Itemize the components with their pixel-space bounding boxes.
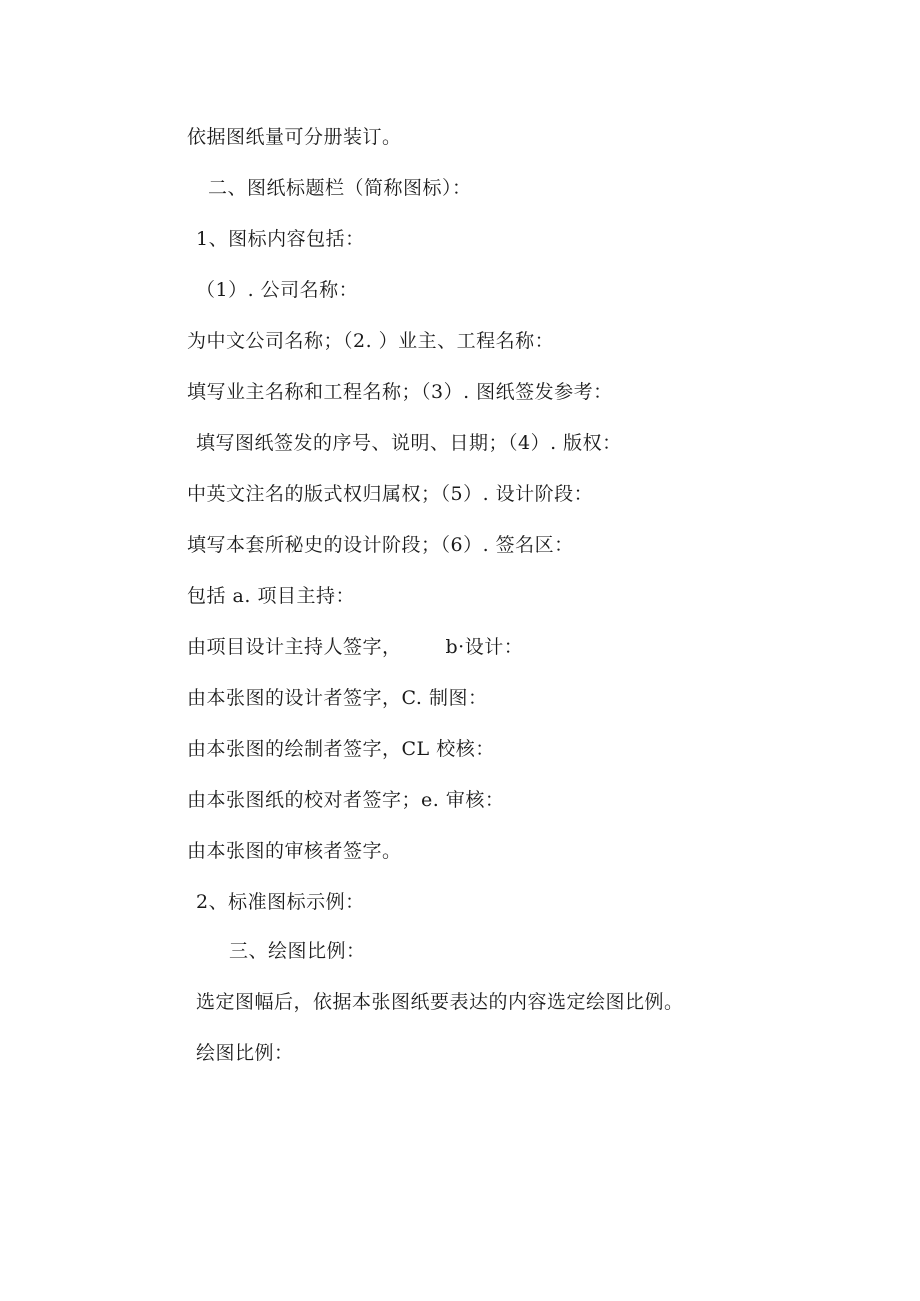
subheading-contents: 1、图标内容包括： [196,228,365,250]
section-heading-title-block: 二、图纸标题栏（简称图标）： [208,177,472,199]
paragraph-scale-label: 绘图比例： [196,1042,294,1064]
paragraph-project-lead: 包括 a. 项目主持： [187,585,355,607]
item-company-name: （1）. 公司名称： [196,279,359,301]
paragraph-design-stage: 中英文注名的版式权归属权；（5）. 设计阶段： [187,483,594,505]
paragraph-lead-signature [187,635,523,659]
paragraph-copyright: 填写图纸签发的序号、说明、日期；（4）. 版权： [196,432,622,454]
paragraph-scale-selection: 选定图幅后，依据本张图纸要表达的内容选定绘图比例。 [196,991,684,1013]
paragraph-binding-note: 依据图纸量可分册装订。 [187,126,402,148]
paragraph-drawing-issue: 填写业主名称和工程名称；（3）. 图纸签发参考： [187,381,613,403]
paragraph-reviewer-signature: 由本张图的审核者签字。 [187,840,402,862]
paragraph-drafter-signature: 由本张图的绘制者签字，CL 校核： [187,738,495,760]
subheading-standard-example: 2、标准图标示例： [196,891,365,913]
paragraph-owner-project: 为中文公司名称；（2. ）业主、工程名称： [187,330,555,352]
paragraph-signature-area: 填写本套所秘史的设计阶段；（6）. 签名区： [187,534,574,556]
section-heading-drawing-scale: 三、绘图比例： [229,940,366,962]
paragraph-designer-signature: 由本张图的设计者签字，C. 制图： [187,687,488,709]
design-label: b·设计： [445,636,524,658]
lead-signature-text: 由项目设计主持人签字， [187,636,402,658]
paragraph-checker-signature: 由本张图纸的校对者签字；e. 审核： [187,789,505,811]
